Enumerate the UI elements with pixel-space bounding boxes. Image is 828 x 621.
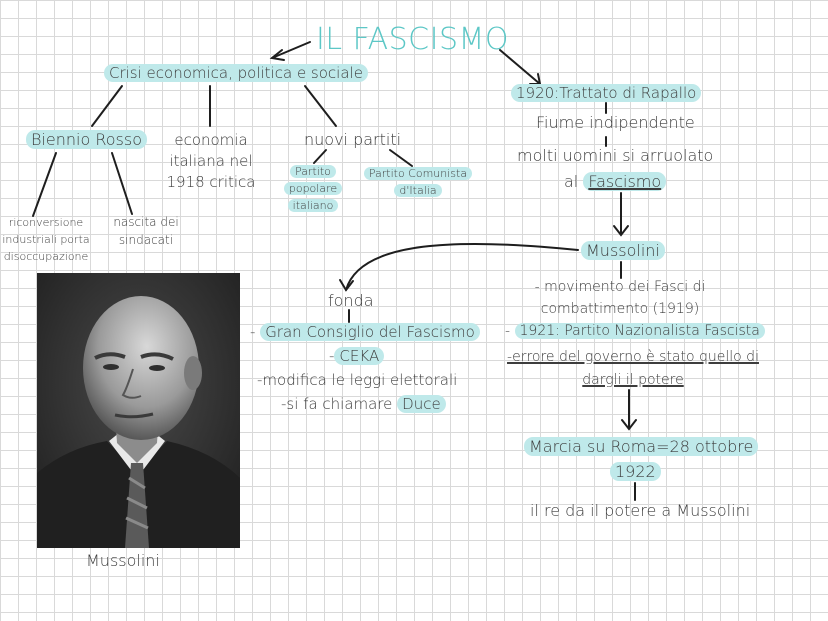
- fascismo-line: [564, 172, 666, 191]
- partito-popolare-line-1: Partito: [290, 165, 336, 178]
- partito-popolare-line-3: italiano: [288, 199, 339, 212]
- sindacati-line-1: nascita dei: [113, 215, 179, 229]
- fonda-node: fonda: [328, 291, 374, 310]
- uomini-node: molti uomini si arruolato: [517, 146, 714, 165]
- economia-line-3: 1918 critica: [166, 173, 256, 191]
- biennio-rosso-node: Biennio Rosso: [26, 130, 147, 149]
- marcia-node: Marcia su Roma=28 ottobre: [524, 437, 758, 456]
- gran-consiglio-item: [250, 323, 480, 341]
- sindacati-note: [110, 213, 182, 249]
- mussolini-photo: [37, 273, 240, 548]
- duce-prefix: -si fa chiamare: [281, 395, 398, 413]
- movimento-node: [520, 276, 720, 320]
- economia-line-2: italiana nel: [169, 152, 253, 170]
- leggi-item: -modifica le leggi elettorali: [257, 371, 458, 389]
- errore-line-1: -errore del governo è stato quello di: [507, 349, 759, 365]
- page-title: IL FASCISMO: [316, 22, 509, 57]
- errore-line-2: dargli il potere: [582, 372, 684, 388]
- duce-item: [281, 395, 446, 413]
- duce-text: Duce: [397, 395, 446, 413]
- crisis-node: Crisi economica, politica e sociale: [104, 64, 368, 82]
- gran-consiglio-text: Gran Consiglio del Fascismo: [260, 323, 480, 341]
- economia-node: [158, 130, 264, 193]
- portrait-illustration: [37, 273, 240, 548]
- pnf-text: 1921: Partito Nazionalista Fascista: [515, 323, 765, 339]
- sindacati-line-2: sindacati: [118, 233, 174, 247]
- re-node: il re da il potere a Mussolini: [530, 501, 751, 520]
- partito-popolare-line-2: popolare: [284, 182, 342, 195]
- anno-node: 1922: [610, 462, 661, 481]
- ceka-item: [329, 347, 384, 365]
- riconversione-line-1: riconversione: [8, 216, 84, 229]
- fascismo-word: Fascismo: [583, 172, 666, 191]
- movimento-line-1: - movimento dei Fasci di: [534, 279, 706, 295]
- nuovi-partiti-node: nuovi partiti: [304, 130, 402, 149]
- movimento-line-2: combattimento (1919): [540, 301, 700, 317]
- partito-comunista-node: [362, 165, 474, 199]
- pnf-prefix: -: [505, 323, 515, 339]
- economia-line-1: economia: [174, 131, 248, 149]
- partito-comunista-line-1: Partito Comunista: [364, 167, 472, 180]
- partito-popolare-node: [283, 163, 343, 214]
- riconversione-line-3: disoccupazione: [3, 250, 89, 263]
- rapallo-node: 1920:Trattato di Rapallo: [511, 84, 701, 102]
- ceka-text: CEKA: [334, 347, 384, 365]
- ceka-prefix: -: [329, 347, 335, 365]
- photo-caption: Mussolini: [86, 551, 160, 570]
- al-word: al: [564, 172, 579, 191]
- fiume-node: Fiume indipendente: [536, 113, 695, 132]
- riconversione-note: [0, 214, 92, 265]
- mussolini-node: Mussolini: [581, 241, 665, 260]
- partito-comunista-line-2: d'Italia: [394, 184, 441, 197]
- errore-node: [503, 346, 763, 392]
- pnf-node: [505, 323, 765, 339]
- gran-consiglio-prefix: -: [250, 323, 261, 341]
- riconversione-line-2: industriali porta: [2, 233, 90, 246]
